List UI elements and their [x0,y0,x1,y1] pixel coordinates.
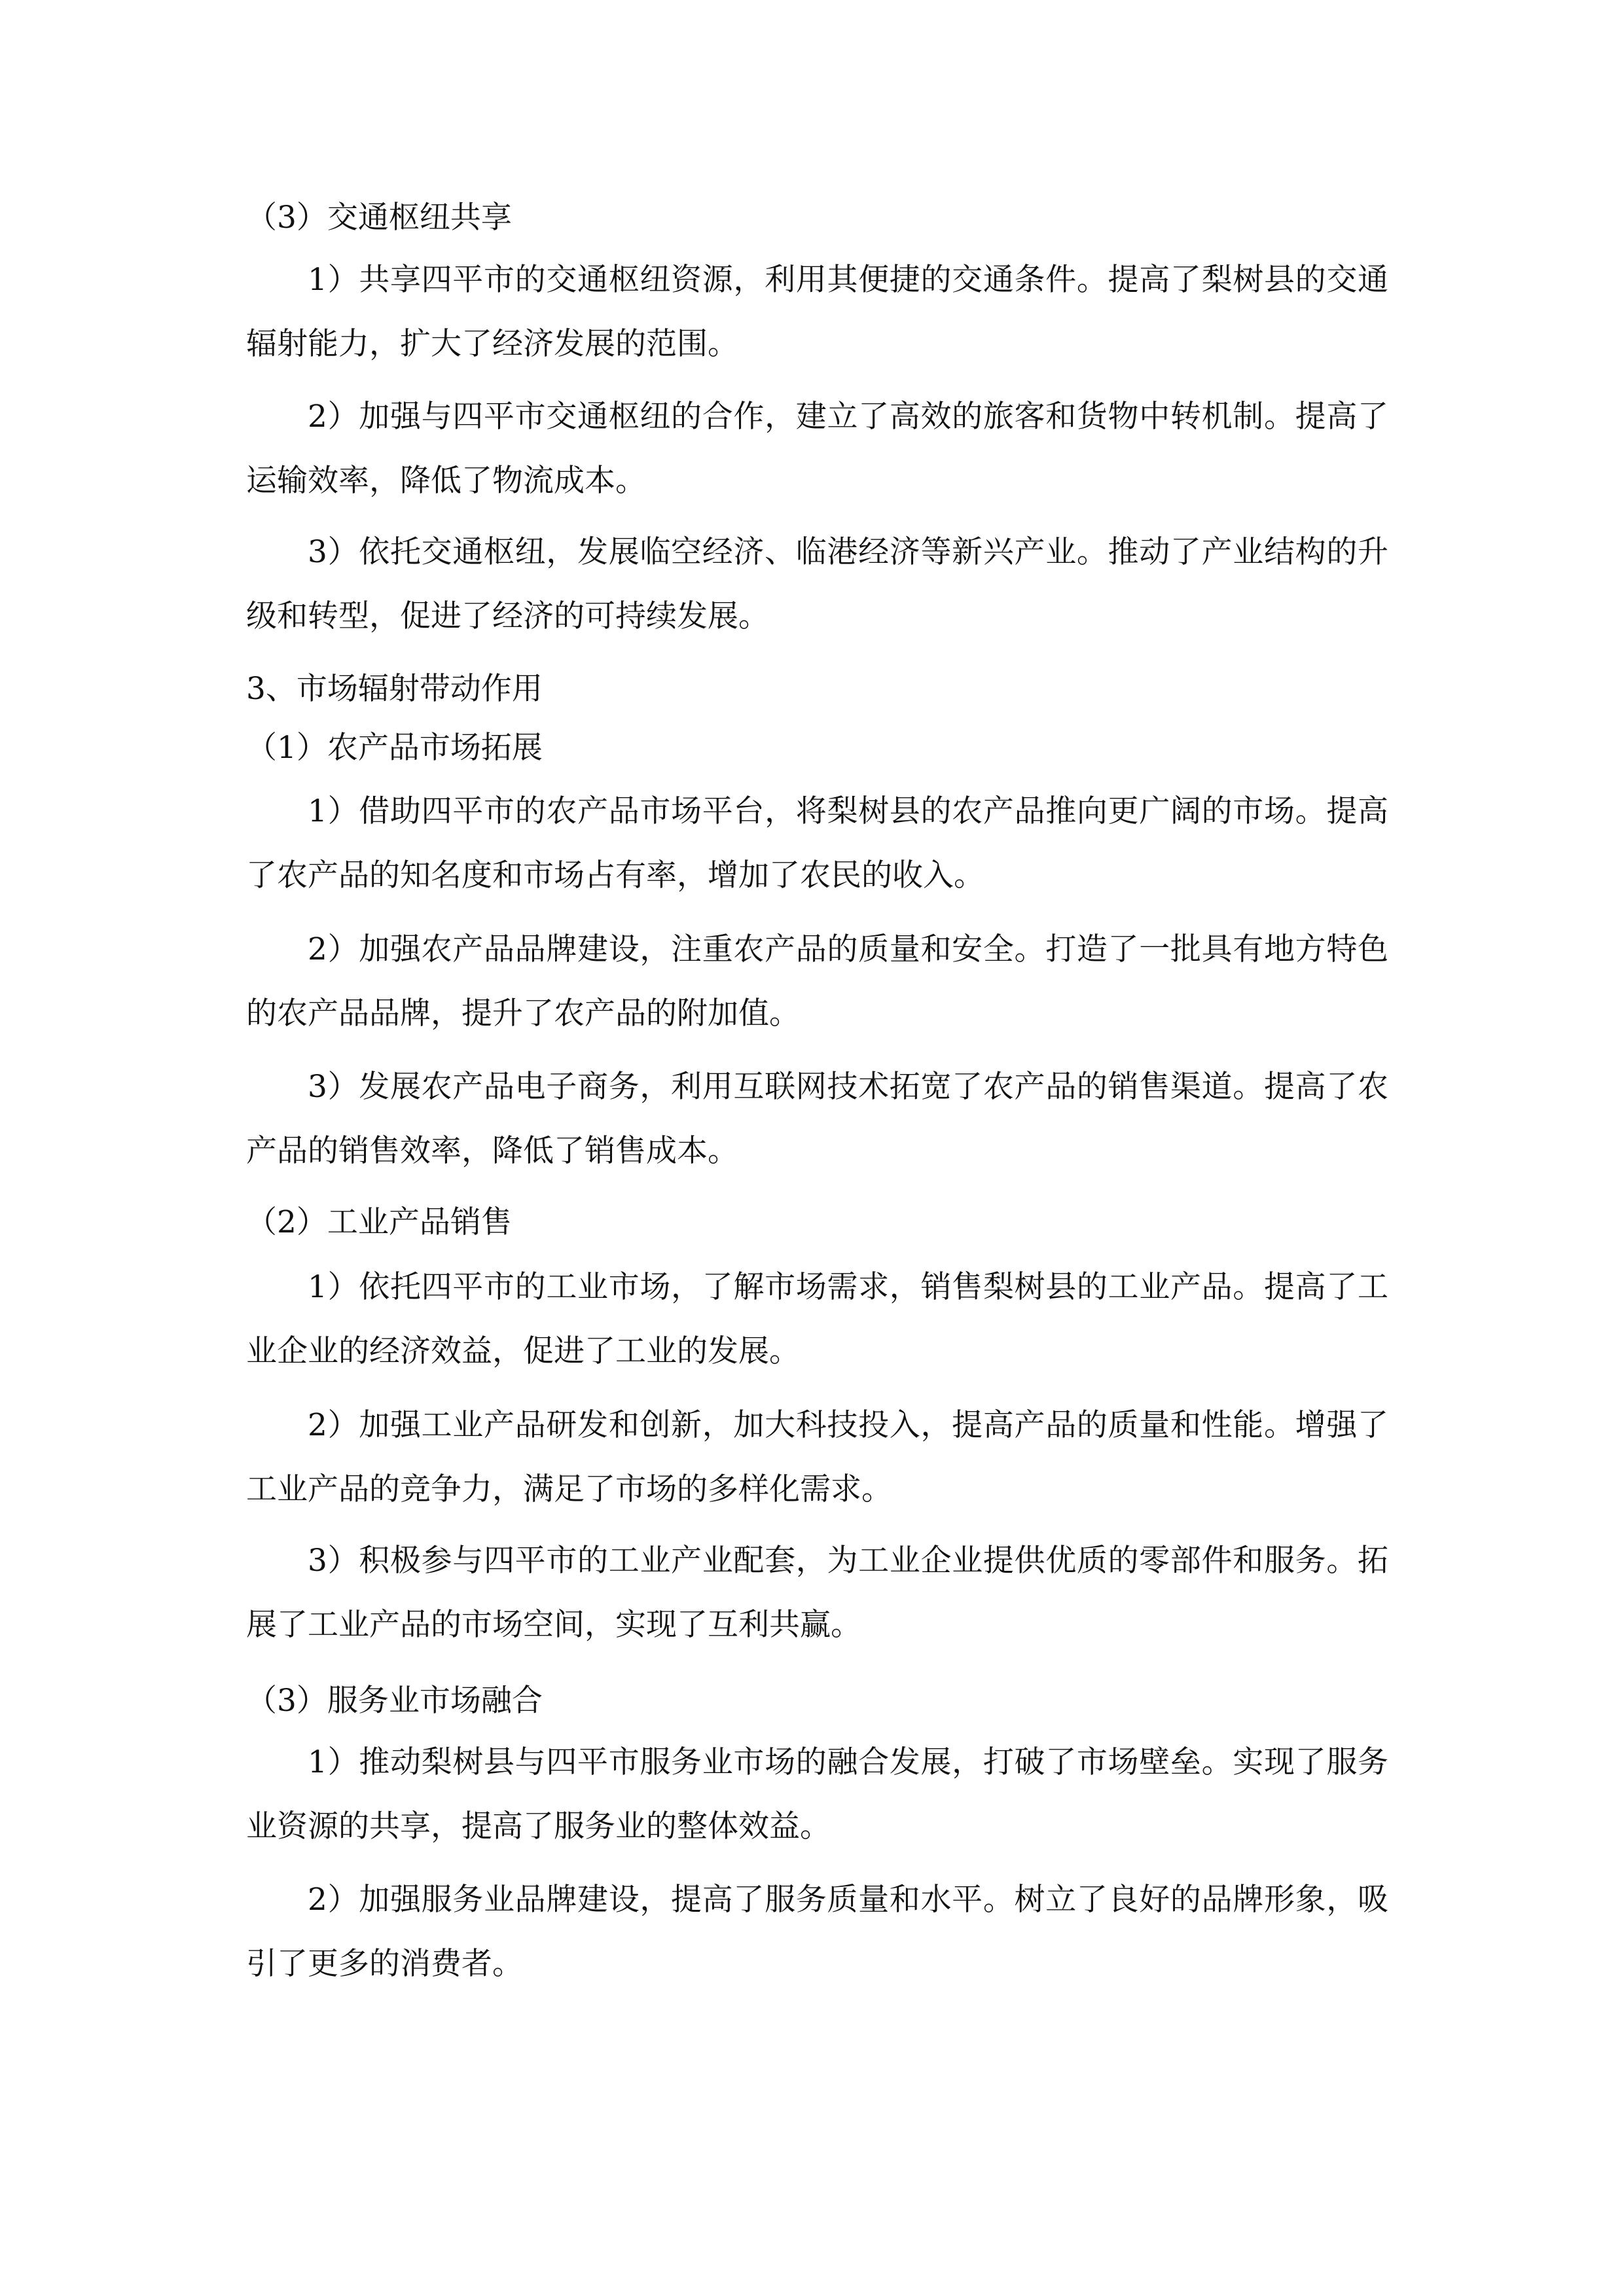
subheading-service-market: （3）服务业市场融合 [246,1683,543,1719]
paragraph: 3）依托交通枢纽，发展临空经济、临港经济等新兴产业。推动了产业结构的升级和转型，促进了经济的可持续发展。 [246,534,1388,634]
subheading-agri-market: （1）农产品市场拓展 [246,730,543,766]
paragraph: 3）发展农产品电子商务，利用互联网技术拓宽了农产品的销售渠道。提高了农产品的销售效率，降低了销售成本。 [246,1069,1388,1169]
section-heading-market: 3、市场辐射带动作用 [246,671,543,707]
paragraph: 1）依托四平市的工业市场，了解市场需求，销售梨树县的工业产品。提高了工业企业的经济效益，促进了工业的发展。 [246,1269,1388,1369]
paragraph: 2）加强服务业品牌建设，提高了服务质量和水平。树立了良好的品牌形象，吸引了更多的消费者。 [246,1882,1388,1982]
paragraph: 1）共享四平市的交通枢纽资源，利用其便捷的交通条件。提高了梨树县的交通辐射能力，扩大了经济发展的范围。 [246,262,1388,362]
paragraph: 2）加强工业产品研发和创新，加大科技投入，提高产品的质量和性能。增强了工业产品的竞争力，满足了市场的多样化需求。 [246,1407,1388,1507]
paragraph: 3）积极参与四平市的工业产业配套，为工业企业提供优质的零部件和服务。拓展了工业产品的市场空间，实现了互利共赢。 [246,1543,1388,1643]
subheading-transport-hub: （3）交通枢纽共享 [246,200,512,236]
paragraph: 2）加强与四平市交通枢纽的合作，建立了高效的旅客和货物中转机制。提高了运输效率，降低了物流成本。 [246,399,1388,499]
paragraph: 2）加强农产品品牌建设，注重农产品的质量和安全。打造了一批具有地方特色的农产品品牌，提升了农产品的附加值。 [246,931,1388,1031]
subheading-industrial-sales: （2）工业产品销售 [246,1204,512,1240]
paragraph: 1）借助四平市的农产品市场平台，将梨树县的农产品推向更广阔的市场。提高了农产品的知名度和市场占有率，增加了农民的收入。 [246,793,1388,893]
paragraph: 1）推动梨树县与四平市服务业市场的融合发展，打破了市场壁垒。实现了服务业资源的共享，提高了服务业的整体效益。 [246,1744,1388,1844]
